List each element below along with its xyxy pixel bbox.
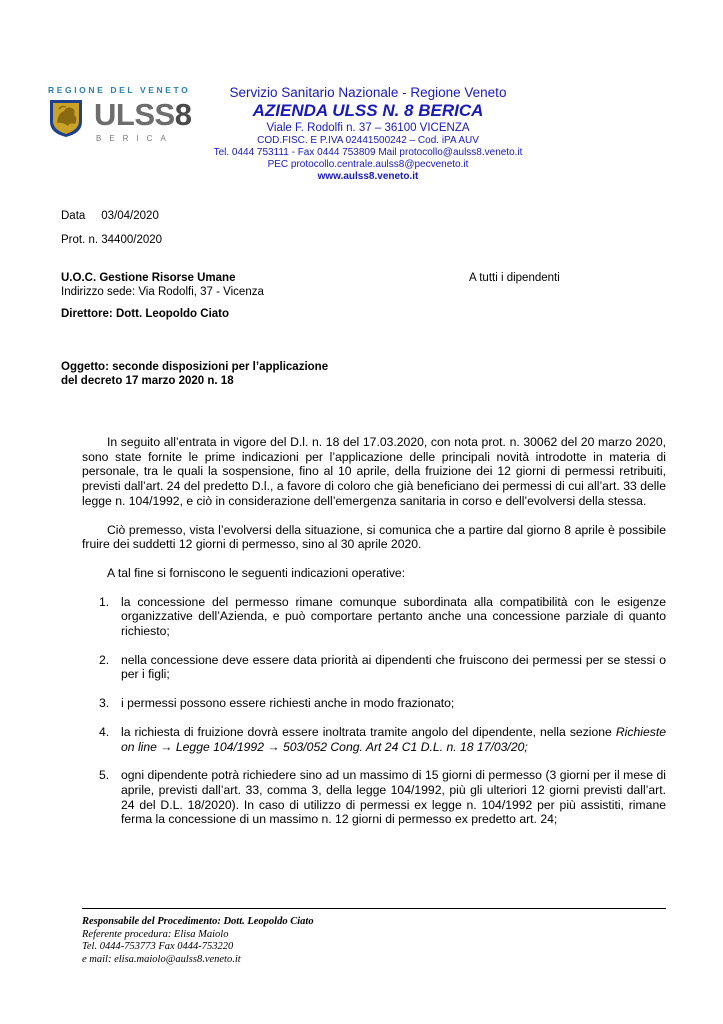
subject-line-2: del decreto 17 marzo 2020 n. 18 (61, 375, 234, 387)
sender-address: Indirizzo sede: Via Rodolfi, 37 - Vicenza (61, 286, 264, 298)
lion-of-st-mark-shield-icon (48, 98, 84, 138)
menu-path: Richieste on line → Legge 104/1992 → 503/052 Cong. Art 24 C1 D.L. n. 18 17/03/20; (121, 724, 666, 754)
footer-responsible: Responsabile del Procedimento: Dott. Leopoldo Ciato (82, 916, 314, 927)
sender-director: Direttore: Dott. Leopoldo Ciato (61, 308, 230, 320)
letter-body (82, 435, 666, 827)
body-paragraph-1: In seguito all’entrata in vigore del D.l. n. 18 del 17.03.2020, con nota prot. n. 30062 del 20 marzo 2020, sono state fornite le prime indicazioni per l’applicazione delle principali novità introdotte in materia di personale, tra le quali la sospensione, fino al 10 aprile, della fruizione dei 12 giorni di permessi retribuiti, previsti dall’art. 24 del predetto D.l., a favore di coloro che già beneficiano dei permessi di cui all’art. 33 delle legge n. 104/1992, e ciò in considerazione dell’emergenza sanitaria in corso e dell’evolversi della stessa. (82, 435, 666, 508)
list-item: 1. la concessione del permesso rimane comunque subordinata alla compatibilità con le esigenze organizzative dell’Azienda, e può comportare pertanto anche una concessione parziale di quanto richiesto; (99, 594, 666, 639)
protocol-number: Prot. n. 34400/2020 (61, 234, 163, 246)
subject-line-1: Oggetto: seconde disposizioni per l’applicazione (61, 361, 329, 373)
instructions-list (82, 595, 666, 827)
logo-ulss-text: ULSS8 (94, 97, 192, 132)
ulss8-logo (42, 85, 192, 155)
letterhead-address: Viale F. Rodolfi n. 37 – 36100 VICENZA (266, 122, 470, 134)
footer-divider (82, 908, 666, 909)
footer (82, 916, 314, 966)
footer-phone: Tel. 0444-753773 Fax 0444-753220 (82, 941, 234, 952)
logo-region-text: REGIONE DEL VENETO (48, 85, 191, 95)
logo-berica-text: BERICA (96, 134, 174, 143)
footer-email[interactable]: e mail: elisa.maiolo@aulss8.veneto.it (82, 953, 241, 965)
letterhead-website[interactable]: www.aulss8.veneto.it (317, 171, 419, 182)
letterhead-pec: PEC protocollo.centrale.aulss8@pecveneto.it (267, 159, 469, 170)
list-item: 4. la richiesta di fruizione dovrà essere inoltrata tramite angolo del dipendente, nella sezione Richieste on line → Legge 104/1992 → 503/052 Cong. Art 24 C1 D.L. n. 18 17/03/20; (99, 724, 666, 754)
letterhead-service: Servizio Sanitario Nazionale - Regione Veneto (229, 85, 507, 100)
letterhead-fiscal-code: COD.FISC. E P.IVA 02441500242 – Cod. iPA AUV (257, 135, 479, 146)
letterhead (200, 85, 536, 183)
sender-office: U.O.C. Gestione Risorse Umane (61, 272, 236, 284)
list-item: 2. nella concessione deve essere data priorità ai dipendenti che fruiscono dei permessi per se stessi o per i figli; (99, 652, 666, 682)
letterhead-agency: AZIENDA ULSS N. 8 BERICA (252, 101, 484, 120)
body-paragraph-2: Ciò premesso, vista l’evolversi della situazione, si comunica che a partire dal giorno 8 aprile è possibile fruire dei suddetti 12 giorni di permesso, sino al 30 aprile 2020. (82, 522, 666, 552)
document-date: Data 03/04/2020 (61, 210, 159, 222)
list-item: 5. ogni dipendente potrà richiedere sino ad un massimo di 15 giorni di permesso (3 giorni per il mese di aprile, previsti dall’art. 33, comma 3, della legge 104/1992, più gli ulteriori 12 giorni previsti dall’art. 24 del D.L. 18/2020). In caso di utilizzo di permessi ex legge n. 104/1992 per più assistiti, rimane ferma la concessione di un massimo n. 12 giorni di permesso ex predetto art. 24; (99, 768, 666, 827)
recipient: A tutti i dipendenti (469, 272, 560, 284)
letterhead-contacts: Tel. 0444 753111 - Fax 0444 753809 Mail protocollo@aulss8.veneto.it (213, 147, 523, 158)
list-item: 3. i permessi possono essere richiesti anche in modo frazionato; (99, 696, 455, 711)
footer-referent: Referente procedura: Elisa Maiolo (82, 928, 229, 940)
body-paragraph-3: A tal fine si forniscono le seguenti indicazioni operative: (107, 565, 406, 580)
